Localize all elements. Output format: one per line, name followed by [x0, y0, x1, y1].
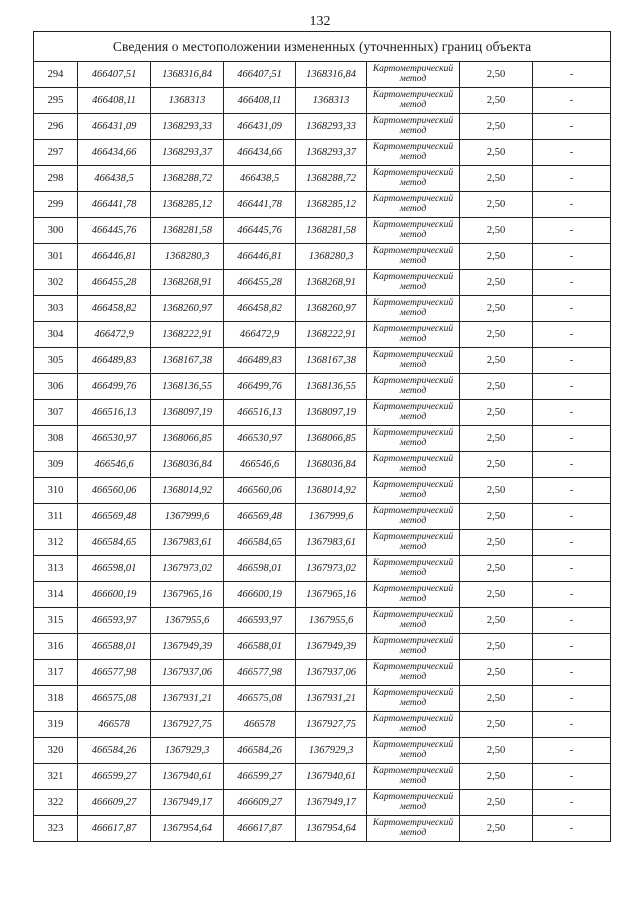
- existing-y-cell: 1367937,06: [151, 660, 224, 686]
- existing-y-cell: 1368288,72: [151, 166, 224, 192]
- accuracy-cell: 2,50: [460, 88, 533, 114]
- accuracy-cell: 2,50: [460, 244, 533, 270]
- note-cell: -: [533, 712, 611, 738]
- table-row: [34, 348, 611, 374]
- method-cell: Картометрический метод: [367, 556, 460, 582]
- method-cell: Картометрический метод: [367, 140, 460, 166]
- note-cell: -: [533, 426, 611, 452]
- accuracy-cell: 2,50: [460, 270, 533, 296]
- table-row: [34, 244, 611, 270]
- existing-y-cell: 1368066,85: [151, 426, 224, 452]
- note-cell: -: [533, 140, 611, 166]
- existing-y-cell: 1367999,6: [151, 504, 224, 530]
- point-number-cell: 307: [34, 400, 78, 426]
- method-cell: Картометрический метод: [367, 738, 460, 764]
- new-y-cell: 1367927,75: [296, 712, 367, 738]
- method-cell: Картометрический метод: [367, 192, 460, 218]
- table-row: [34, 400, 611, 426]
- new-y-cell: 1368293,33: [296, 114, 367, 140]
- existing-x-cell: 466434,66: [78, 140, 151, 166]
- accuracy-cell: 2,50: [460, 712, 533, 738]
- existing-y-cell: 1368260,97: [151, 296, 224, 322]
- accuracy-cell: 2,50: [460, 478, 533, 504]
- note-cell: -: [533, 816, 611, 842]
- new-y-cell: 1368313: [296, 88, 367, 114]
- new-y-cell: 1368268,91: [296, 270, 367, 296]
- point-number-cell: 304: [34, 322, 78, 348]
- new-y-cell: 1368293,37: [296, 140, 367, 166]
- existing-y-cell: 1367965,16: [151, 582, 224, 608]
- point-number-cell: 308: [34, 426, 78, 452]
- existing-x-cell: 466408,11: [78, 88, 151, 114]
- method-cell: Картометрический метод: [367, 504, 460, 530]
- note-cell: -: [533, 400, 611, 426]
- new-y-cell: 1368136,55: [296, 374, 367, 400]
- note-cell: -: [533, 452, 611, 478]
- table-row: [34, 374, 611, 400]
- note-cell: -: [533, 62, 611, 88]
- table-row: [34, 686, 611, 712]
- point-number-cell: 303: [34, 296, 78, 322]
- accuracy-cell: 2,50: [460, 764, 533, 790]
- accuracy-cell: 2,50: [460, 400, 533, 426]
- existing-x-cell: 466546,6: [78, 452, 151, 478]
- new-y-cell: 1367949,39: [296, 634, 367, 660]
- note-cell: -: [533, 244, 611, 270]
- existing-x-cell: 466441,78: [78, 192, 151, 218]
- accuracy-cell: 2,50: [460, 608, 533, 634]
- point-number-cell: 298: [34, 166, 78, 192]
- method-cell: Картометрический метод: [367, 686, 460, 712]
- existing-y-cell: 1367931,21: [151, 686, 224, 712]
- method-cell: Картометрический метод: [367, 478, 460, 504]
- new-y-cell: 1368288,72: [296, 166, 367, 192]
- new-x-cell: 466472,9: [224, 322, 296, 348]
- new-x-cell: 466584,65: [224, 530, 296, 556]
- accuracy-cell: 2,50: [460, 660, 533, 686]
- existing-y-cell: 1367983,61: [151, 530, 224, 556]
- accuracy-cell: 2,50: [460, 426, 533, 452]
- table-title: Сведения о местоположении измененных (уточненных) границ объекта: [34, 32, 611, 62]
- existing-x-cell: 466584,65: [78, 530, 151, 556]
- accuracy-cell: 2,50: [460, 348, 533, 374]
- new-y-cell: 1367940,61: [296, 764, 367, 790]
- existing-x-cell: 466431,09: [78, 114, 151, 140]
- existing-x-cell: 466472,9: [78, 322, 151, 348]
- method-cell: Картометрический метод: [367, 452, 460, 478]
- table-row: [34, 530, 611, 556]
- existing-x-cell: 466446,81: [78, 244, 151, 270]
- accuracy-cell: 2,50: [460, 114, 533, 140]
- table-body: [34, 62, 611, 842]
- table-row: [34, 764, 611, 790]
- existing-x-cell: 466600,19: [78, 582, 151, 608]
- method-cell: Картометрический метод: [367, 296, 460, 322]
- new-y-cell: 1368014,92: [296, 478, 367, 504]
- existing-x-cell: 466516,13: [78, 400, 151, 426]
- accuracy-cell: 2,50: [460, 192, 533, 218]
- new-y-cell: 1368285,12: [296, 192, 367, 218]
- existing-x-cell: 466458,82: [78, 296, 151, 322]
- note-cell: -: [533, 634, 611, 660]
- existing-x-cell: 466617,87: [78, 816, 151, 842]
- new-y-cell: 1367937,06: [296, 660, 367, 686]
- existing-x-cell: 466499,76: [78, 374, 151, 400]
- new-y-cell: 1368260,97: [296, 296, 367, 322]
- method-cell: Картометрический метод: [367, 816, 460, 842]
- existing-y-cell: 1367949,39: [151, 634, 224, 660]
- point-number-cell: 305: [34, 348, 78, 374]
- note-cell: -: [533, 88, 611, 114]
- new-y-cell: 1368281,58: [296, 218, 367, 244]
- new-x-cell: 466438,5: [224, 166, 296, 192]
- existing-x-cell: 466438,5: [78, 166, 151, 192]
- existing-y-cell: 1368036,84: [151, 452, 224, 478]
- table-row: [34, 322, 611, 348]
- existing-y-cell: 1368313: [151, 88, 224, 114]
- point-number-cell: 311: [34, 504, 78, 530]
- existing-y-cell: 1367929,3: [151, 738, 224, 764]
- new-y-cell: 1368316,84: [296, 62, 367, 88]
- table-row: [34, 556, 611, 582]
- note-cell: -: [533, 322, 611, 348]
- point-number-cell: 321: [34, 764, 78, 790]
- accuracy-cell: 2,50: [460, 738, 533, 764]
- method-cell: Картометрический метод: [367, 712, 460, 738]
- table-row: [34, 114, 611, 140]
- accuracy-cell: 2,50: [460, 322, 533, 348]
- point-number-cell: 295: [34, 88, 78, 114]
- existing-x-cell: 466598,01: [78, 556, 151, 582]
- note-cell: -: [533, 686, 611, 712]
- note-cell: -: [533, 530, 611, 556]
- accuracy-cell: 2,50: [460, 790, 533, 816]
- method-cell: Картометрический метод: [367, 270, 460, 296]
- note-cell: -: [533, 114, 611, 140]
- note-cell: -: [533, 192, 611, 218]
- point-number-cell: 317: [34, 660, 78, 686]
- existing-y-cell: 1368281,58: [151, 218, 224, 244]
- boundary-coordinates-table: [33, 31, 611, 842]
- method-cell: Картометрический метод: [367, 530, 460, 556]
- existing-y-cell: 1368280,3: [151, 244, 224, 270]
- new-x-cell: 466575,08: [224, 686, 296, 712]
- method-cell: Картометрический метод: [367, 114, 460, 140]
- note-cell: -: [533, 478, 611, 504]
- new-x-cell: 466458,82: [224, 296, 296, 322]
- table-row: [34, 88, 611, 114]
- accuracy-cell: 2,50: [460, 530, 533, 556]
- table-row: [34, 816, 611, 842]
- point-number-cell: 318: [34, 686, 78, 712]
- new-y-cell: 1367929,3: [296, 738, 367, 764]
- boundary-coordinates-table-wrap: [33, 31, 610, 842]
- existing-x-cell: 466599,27: [78, 764, 151, 790]
- accuracy-cell: 2,50: [460, 296, 533, 322]
- existing-y-cell: 1368097,19: [151, 400, 224, 426]
- new-y-cell: 1367999,6: [296, 504, 367, 530]
- table-row: [34, 504, 611, 530]
- existing-y-cell: 1368316,84: [151, 62, 224, 88]
- existing-x-cell: 466407,51: [78, 62, 151, 88]
- new-x-cell: 466600,19: [224, 582, 296, 608]
- existing-y-cell: 1367927,75: [151, 712, 224, 738]
- existing-y-cell: 1368268,91: [151, 270, 224, 296]
- table-row: [34, 426, 611, 452]
- existing-y-cell: 1367949,17: [151, 790, 224, 816]
- note-cell: -: [533, 166, 611, 192]
- new-x-cell: 466431,09: [224, 114, 296, 140]
- point-number-cell: 322: [34, 790, 78, 816]
- table-row: [34, 712, 611, 738]
- point-number-cell: 300: [34, 218, 78, 244]
- new-y-cell: 1367954,64: [296, 816, 367, 842]
- point-number-cell: 314: [34, 582, 78, 608]
- note-cell: -: [533, 218, 611, 244]
- point-number-cell: 309: [34, 452, 78, 478]
- accuracy-cell: 2,50: [460, 140, 533, 166]
- note-cell: -: [533, 348, 611, 374]
- point-number-cell: 313: [34, 556, 78, 582]
- method-cell: Картометрический метод: [367, 218, 460, 244]
- accuracy-cell: 2,50: [460, 504, 533, 530]
- table-row: [34, 478, 611, 504]
- table-row: [34, 62, 611, 88]
- table-row: [34, 660, 611, 686]
- accuracy-cell: 2,50: [460, 556, 533, 582]
- note-cell: -: [533, 270, 611, 296]
- new-x-cell: 466609,27: [224, 790, 296, 816]
- existing-x-cell: 466569,48: [78, 504, 151, 530]
- new-x-cell: 466407,51: [224, 62, 296, 88]
- method-cell: Картометрический метод: [367, 790, 460, 816]
- method-cell: Картометрический метод: [367, 582, 460, 608]
- new-x-cell: 466489,83: [224, 348, 296, 374]
- existing-y-cell: 1367940,61: [151, 764, 224, 790]
- method-cell: Картометрический метод: [367, 88, 460, 114]
- existing-y-cell: 1367973,02: [151, 556, 224, 582]
- point-number-cell: 323: [34, 816, 78, 842]
- existing-y-cell: 1368285,12: [151, 192, 224, 218]
- accuracy-cell: 2,50: [460, 452, 533, 478]
- new-y-cell: 1368036,84: [296, 452, 367, 478]
- new-y-cell: 1367931,21: [296, 686, 367, 712]
- new-y-cell: 1368167,38: [296, 348, 367, 374]
- method-cell: Картометрический метод: [367, 634, 460, 660]
- method-cell: Картометрический метод: [367, 374, 460, 400]
- existing-x-cell: 466489,83: [78, 348, 151, 374]
- point-number-cell: 319: [34, 712, 78, 738]
- page-number: 132: [309, 14, 331, 29]
- existing-x-cell: 466588,01: [78, 634, 151, 660]
- new-x-cell: 466546,6: [224, 452, 296, 478]
- table-row: [34, 738, 611, 764]
- note-cell: -: [533, 660, 611, 686]
- table-title-row: [34, 32, 611, 62]
- new-y-cell: 1367965,16: [296, 582, 367, 608]
- existing-x-cell: 466575,08: [78, 686, 151, 712]
- note-cell: -: [533, 504, 611, 530]
- existing-x-cell: 466584,26: [78, 738, 151, 764]
- method-cell: Картометрический метод: [367, 400, 460, 426]
- note-cell: -: [533, 582, 611, 608]
- point-number-cell: 302: [34, 270, 78, 296]
- accuracy-cell: 2,50: [460, 582, 533, 608]
- table-row: [34, 192, 611, 218]
- note-cell: -: [533, 738, 611, 764]
- method-cell: Картометрический метод: [367, 62, 460, 88]
- new-x-cell: 466584,26: [224, 738, 296, 764]
- note-cell: -: [533, 296, 611, 322]
- new-y-cell: 1367949,17: [296, 790, 367, 816]
- point-number-cell: 296: [34, 114, 78, 140]
- method-cell: Картометрический метод: [367, 608, 460, 634]
- method-cell: Картометрический метод: [367, 764, 460, 790]
- new-x-cell: 466588,01: [224, 634, 296, 660]
- existing-y-cell: 1367954,64: [151, 816, 224, 842]
- existing-y-cell: 1367955,6: [151, 608, 224, 634]
- point-number-cell: 297: [34, 140, 78, 166]
- existing-x-cell: 466455,28: [78, 270, 151, 296]
- note-cell: -: [533, 764, 611, 790]
- note-cell: -: [533, 608, 611, 634]
- existing-x-cell: 466609,27: [78, 790, 151, 816]
- method-cell: Картометрический метод: [367, 322, 460, 348]
- new-x-cell: 466434,66: [224, 140, 296, 166]
- accuracy-cell: 2,50: [460, 816, 533, 842]
- new-x-cell: 466593,97: [224, 608, 296, 634]
- existing-x-cell: 466530,97: [78, 426, 151, 452]
- table-row: [34, 608, 611, 634]
- new-x-cell: 466578: [224, 712, 296, 738]
- method-cell: Картометрический метод: [367, 348, 460, 374]
- point-number-cell: 310: [34, 478, 78, 504]
- new-x-cell: 466445,76: [224, 218, 296, 244]
- method-cell: Картометрический метод: [367, 166, 460, 192]
- existing-y-cell: 1368293,33: [151, 114, 224, 140]
- new-y-cell: 1368066,85: [296, 426, 367, 452]
- method-cell: Картометрический метод: [367, 244, 460, 270]
- accuracy-cell: 2,50: [460, 374, 533, 400]
- new-x-cell: 466499,76: [224, 374, 296, 400]
- existing-x-cell: 466560,06: [78, 478, 151, 504]
- new-x-cell: 466617,87: [224, 816, 296, 842]
- accuracy-cell: 2,50: [460, 634, 533, 660]
- new-y-cell: 1367983,61: [296, 530, 367, 556]
- method-cell: Картометрический метод: [367, 660, 460, 686]
- existing-x-cell: 466578: [78, 712, 151, 738]
- point-number-cell: 301: [34, 244, 78, 270]
- table-row: [34, 270, 611, 296]
- table-row: [34, 218, 611, 244]
- accuracy-cell: 2,50: [460, 218, 533, 244]
- accuracy-cell: 2,50: [460, 62, 533, 88]
- new-y-cell: 1368097,19: [296, 400, 367, 426]
- new-x-cell: 466569,48: [224, 504, 296, 530]
- new-x-cell: 466598,01: [224, 556, 296, 582]
- table-row: [34, 166, 611, 192]
- existing-y-cell: 1368014,92: [151, 478, 224, 504]
- new-y-cell: 1368222,91: [296, 322, 367, 348]
- new-x-cell: 466455,28: [224, 270, 296, 296]
- point-number-cell: 294: [34, 62, 78, 88]
- new-x-cell: 466577,98: [224, 660, 296, 686]
- point-number-cell: 299: [34, 192, 78, 218]
- new-y-cell: 1367955,6: [296, 608, 367, 634]
- point-number-cell: 312: [34, 530, 78, 556]
- new-x-cell: 466530,97: [224, 426, 296, 452]
- note-cell: -: [533, 790, 611, 816]
- point-number-cell: 306: [34, 374, 78, 400]
- note-cell: -: [533, 374, 611, 400]
- table-row: [34, 140, 611, 166]
- table-row: [34, 452, 611, 478]
- existing-x-cell: 466577,98: [78, 660, 151, 686]
- table-row: [34, 790, 611, 816]
- table-row: [34, 582, 611, 608]
- existing-y-cell: 1368167,38: [151, 348, 224, 374]
- existing-y-cell: 1368293,37: [151, 140, 224, 166]
- existing-x-cell: 466445,76: [78, 218, 151, 244]
- point-number-cell: 316: [34, 634, 78, 660]
- method-cell: Картометрический метод: [367, 426, 460, 452]
- new-y-cell: 1368280,3: [296, 244, 367, 270]
- table-row: [34, 296, 611, 322]
- existing-y-cell: 1368136,55: [151, 374, 224, 400]
- accuracy-cell: 2,50: [460, 686, 533, 712]
- new-y-cell: 1367973,02: [296, 556, 367, 582]
- note-cell: -: [533, 556, 611, 582]
- accuracy-cell: 2,50: [460, 166, 533, 192]
- new-x-cell: 466441,78: [224, 192, 296, 218]
- table-row: [34, 634, 611, 660]
- new-x-cell: 466560,06: [224, 478, 296, 504]
- point-number-cell: 320: [34, 738, 78, 764]
- new-x-cell: 466599,27: [224, 764, 296, 790]
- existing-y-cell: 1368222,91: [151, 322, 224, 348]
- existing-x-cell: 466593,97: [78, 608, 151, 634]
- new-x-cell: 466408,11: [224, 88, 296, 114]
- new-x-cell: 466446,81: [224, 244, 296, 270]
- point-number-cell: 315: [34, 608, 78, 634]
- new-x-cell: 466516,13: [224, 400, 296, 426]
